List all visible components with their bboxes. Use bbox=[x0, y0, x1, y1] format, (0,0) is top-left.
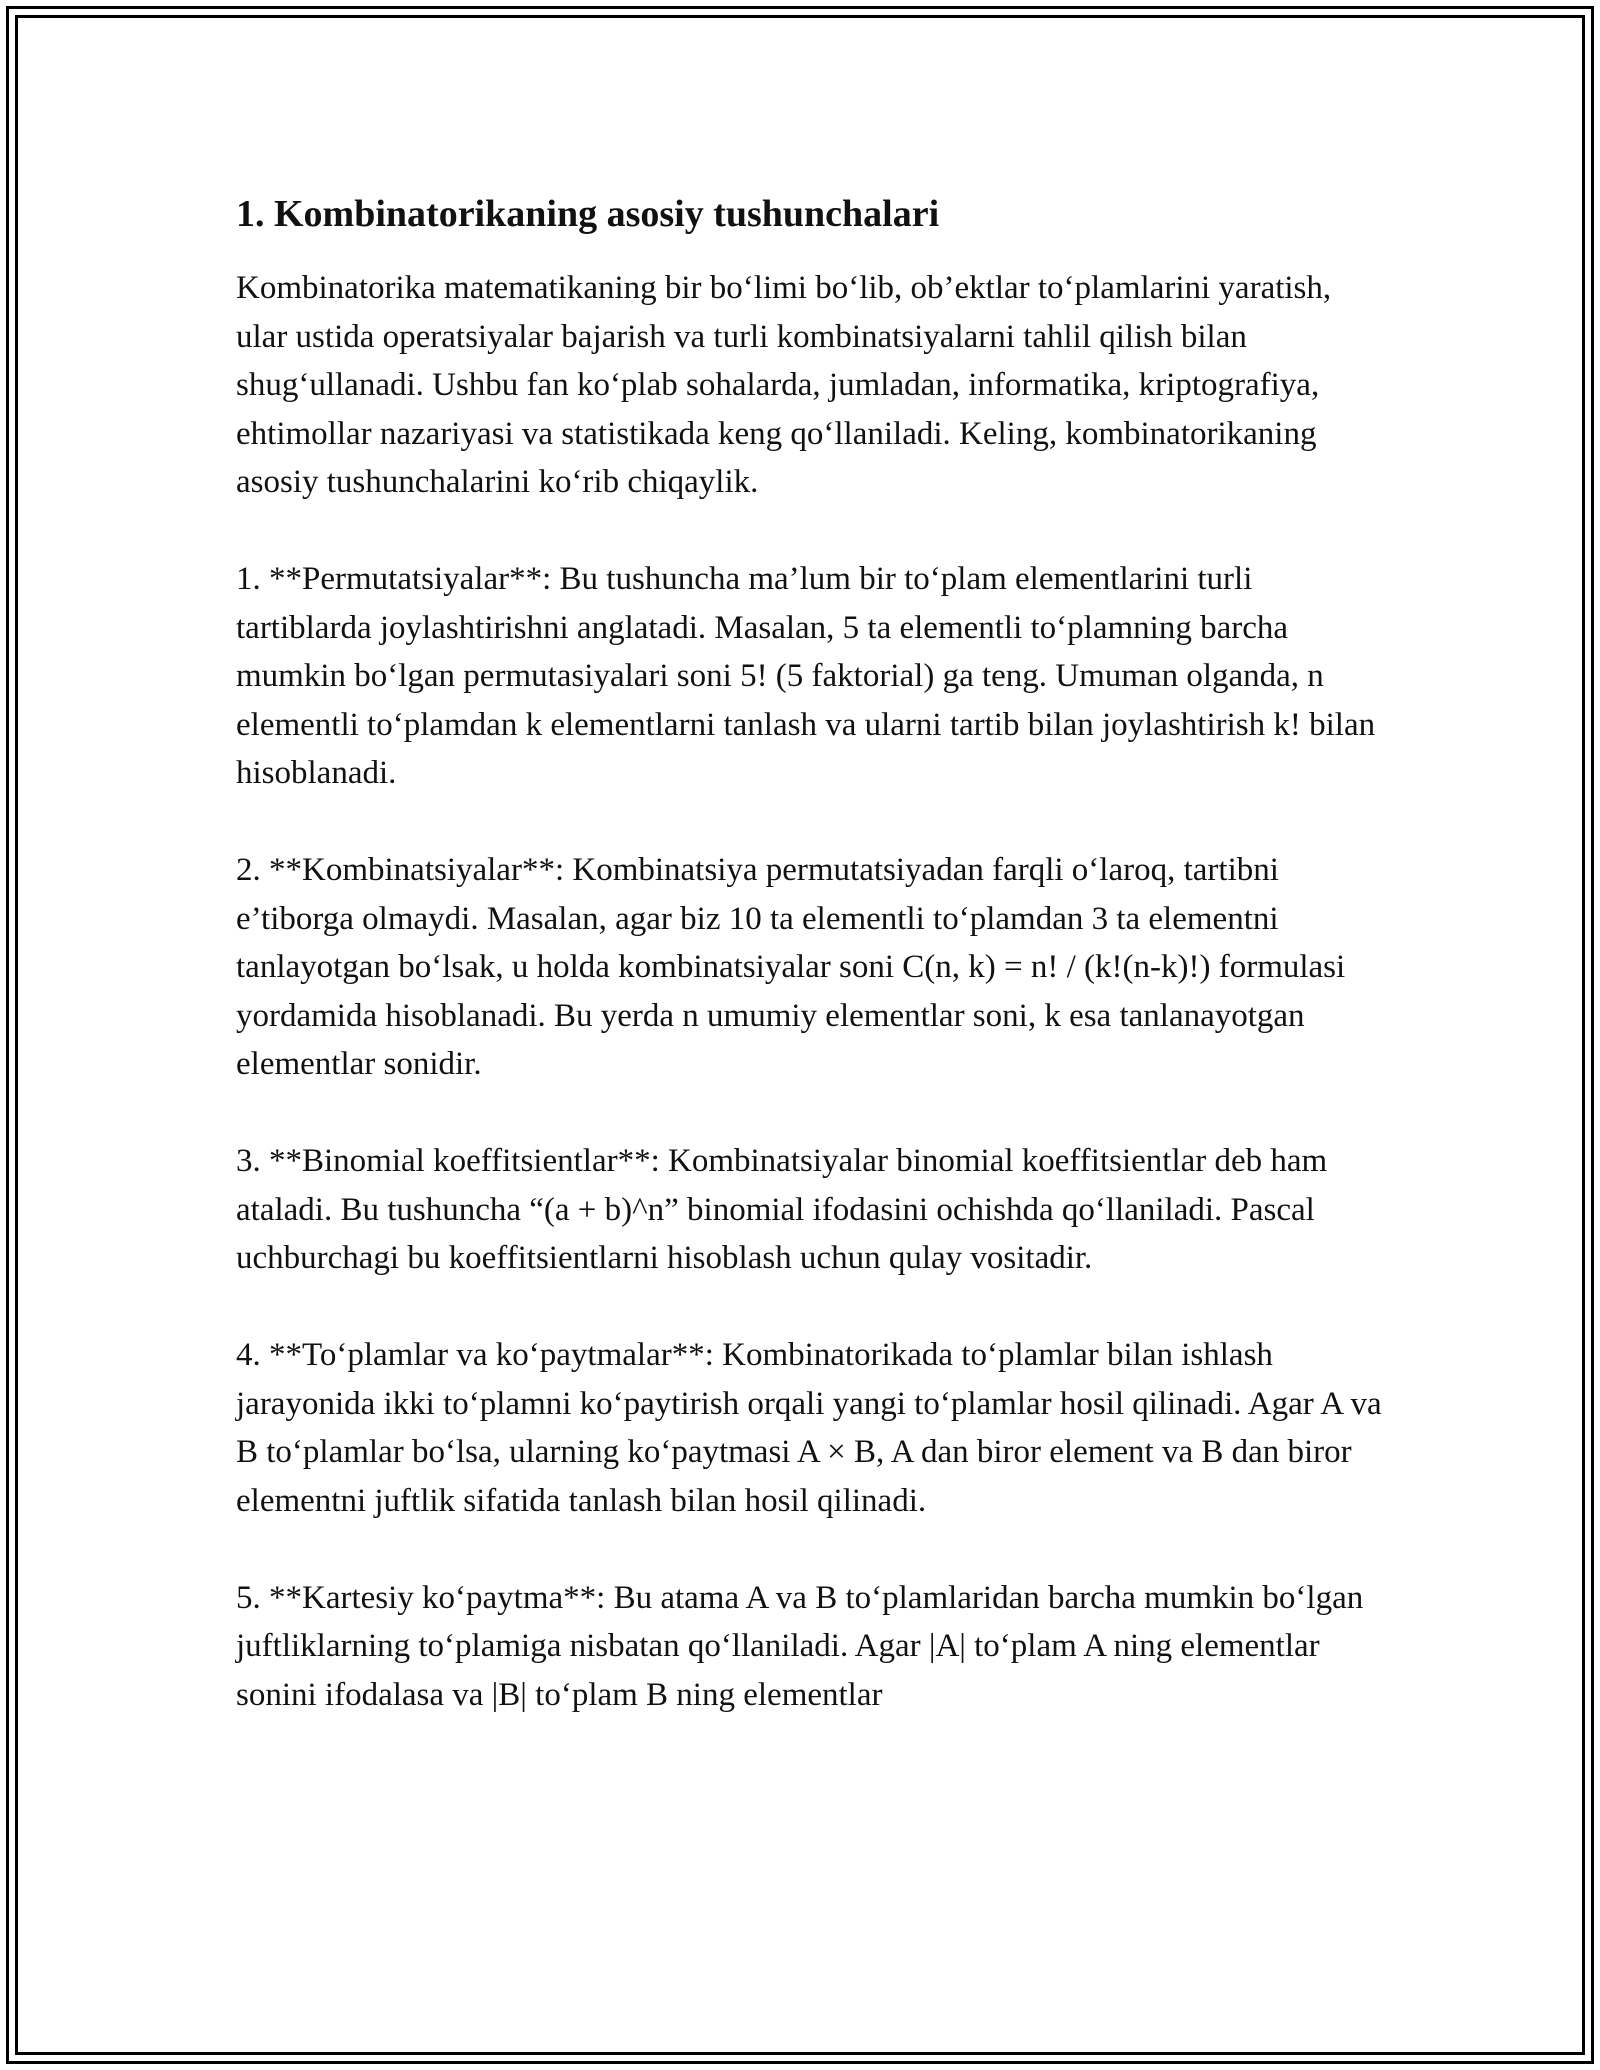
sets-and-products-paragraph: 4. **To‘plamlar va ko‘paytmalar**: Kombinatorikada to‘plamlar bilan ishlash jarayonida ikki to‘plamni ko‘paytirish orqali yangi to‘plamlar hosil qilinadi. Agar A va B to‘plamlar bo‘lsa, ularning ko‘paytmasi A × B, A dan biror element va B dan biror elementni juftlik sifatida tanlash bilan hosil qilinadi. bbox=[236, 1337, 1382, 1519]
combinations-paragraph: 2. **Kombinatsiyalar**: Kombinatsiya permutatsiyadan farqli o‘laroq, tartibni e’tiborga olmaydi. Masalan, agar biz 10 ta elementli to‘plamdan 3 ta elementni tanlayotgan bo‘lsak, u holda kombinatsiyalar soni C(n, k) = n! / (k!(n-k)!) formulasi yordamida hisoblanadi. Bu yerda n umumiy elementlar soni, k esa tanlanayotgan elementlar sonidir. bbox=[236, 852, 1346, 1082]
document-body bbox=[236, 186, 1386, 1768]
cartesian-product-paragraph: 5. **Kartesiy ko‘paytma**: Bu atama A va B to‘plamlaridan barcha mumkin bo‘lgan juftliklarning to‘plamiga nisbatan qo‘llaniladi. Agar |A| to‘plam A ning elementlar sonini ifodalasa va |B| to‘plam B ning elementlar bbox=[236, 1579, 1364, 1713]
section-title: 1. Kombinatorikaning asosiy tushunchalari bbox=[236, 193, 940, 235]
binomial-coefficients-paragraph: 3. **Binomial koeffitsientlar**: Kombinatsiyalar binomial koeffitsientlar deb ham ataladi. Bu tushuncha “(a + b)^n” binomial ifodasini ochishda qo‘llaniladi. Pascal uchburchagi bu koeffitsientlarni hisoblash uchun qulay vositadir. bbox=[236, 1143, 1328, 1276]
permutations-paragraph: 1. **Permutatsiyalar**: Bu tushuncha ma’lum bir to‘plam elementlarini turli tartiblarda joylashtirishni anglatadi. Masalan, 5 ta elementli to‘plamning barcha mumkin bo‘lgan permutasiyalari soni 5! (5 faktorial) ga teng. Umuman olganda, n elementli to‘plamdan k elementlarni tanlash va ularni tartib bilan joylashtirish k! bilan hisoblanadi. bbox=[236, 561, 1376, 791]
intro-paragraph: Kombinatorika matematikaning bir bo‘limi bo‘lib, ob’ektlar to‘plamlarini yaratish, ular ustida operatsiyalar bajarish va turli kombinatsiyalarni tahlil qilish bilan shug‘ullanadi. Ushbu fan ko‘plab sohalarda, jumladan, informatika, kriptografiya, ehtimollar nazariyasi va statistikada keng qo‘llaniladi. Keling, kombinatorikaning asosiy tushunchalarini ko‘rib chiqaylik. bbox=[236, 270, 1332, 500]
